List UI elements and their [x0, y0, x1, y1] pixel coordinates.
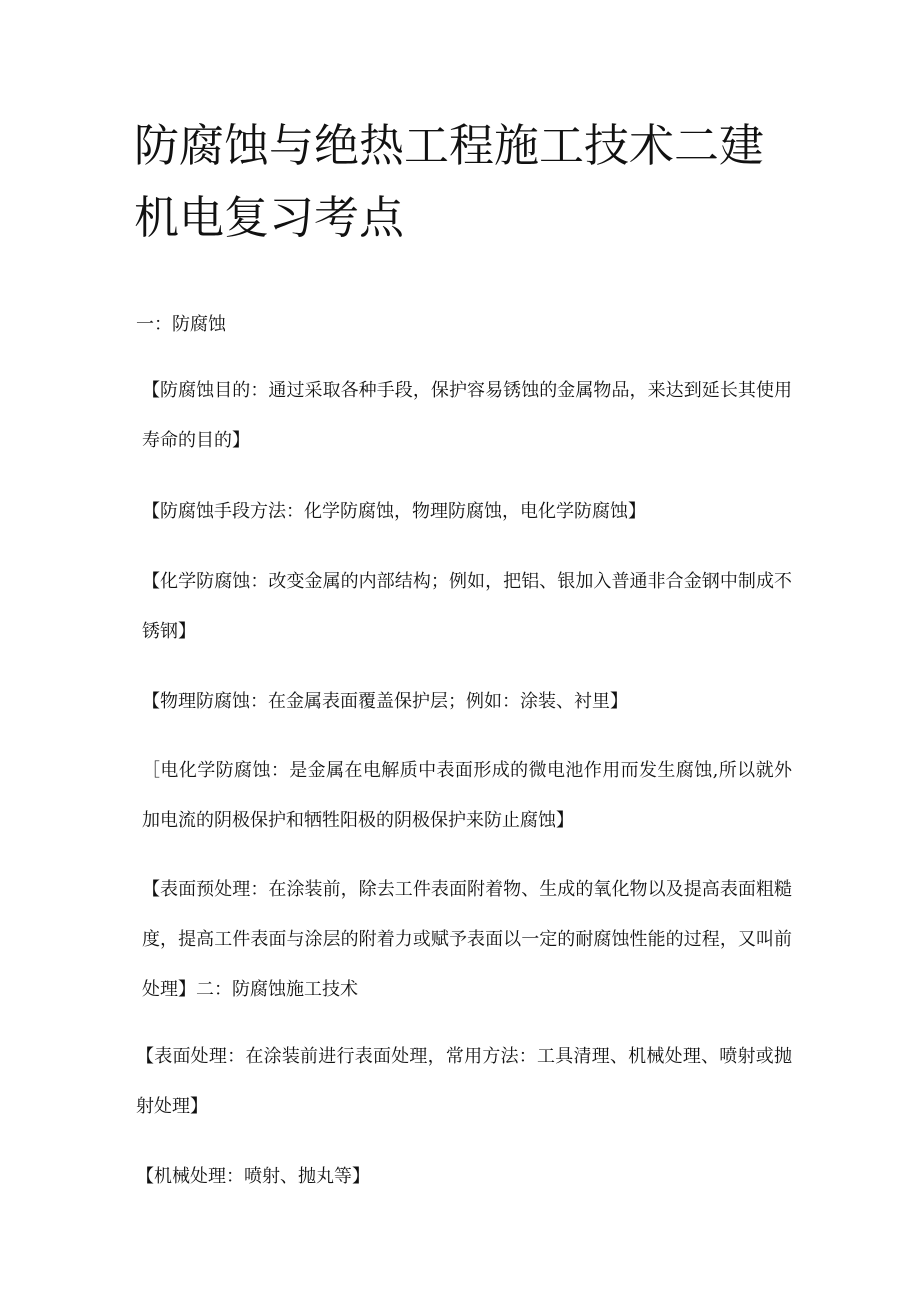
paragraph-surface-pretreatment: 【表面预处理：在涂装前，除去工件表面附着物、生成的氧化物以及提高表面粗糙度，提高工件表面与涂层的附着力或赋予表面以一定的耐腐蚀性能的过程，又叫前处理】二：防腐蚀施工技术 [142, 879, 792, 1000]
paragraph-mechanical-treatment: 【机械处理：喷射、抛丸等】 [136, 1166, 370, 1187]
paragraph-chemical: 【化学防腐蚀：改变金属的内部结构；例如，把铝、银加入普通非合金钢中制成不锈钢】 [142, 571, 792, 642]
paragraph-methods: 【防腐蚀手段方法：化学防腐蚀，物理防腐蚀，电化学防腐蚀】 [142, 501, 646, 522]
document-title: 防腐蚀与绝热工程施工技术二建机电复习考点 [134, 119, 765, 244]
paragraph-purpose: 【防腐蚀目的：通过采取各种手段，保护容易锈蚀的金属物品，来达到延长其使用寿命的目的】 [142, 380, 792, 451]
section-heading-anticorrosion: 一：防腐蚀 [136, 314, 226, 335]
paragraph-surface-treatment: 【表面处理：在涂装前进行表面处理，常用方法：工具清理、机械处理、喷射或抛射处理】 [136, 1046, 792, 1117]
paragraph-electrochemical: ［电化学防腐蚀：是金属在电解质中表面形成的微电池作用而发生腐蚀,所以就外加电流的阴极保护和牺牲阳极的阴极保护来防止腐蚀】 [142, 760, 792, 831]
paragraph-physical: 【物理防腐蚀：在金属表面覆盖保护层；例如：涂装、衬里】 [142, 691, 628, 712]
